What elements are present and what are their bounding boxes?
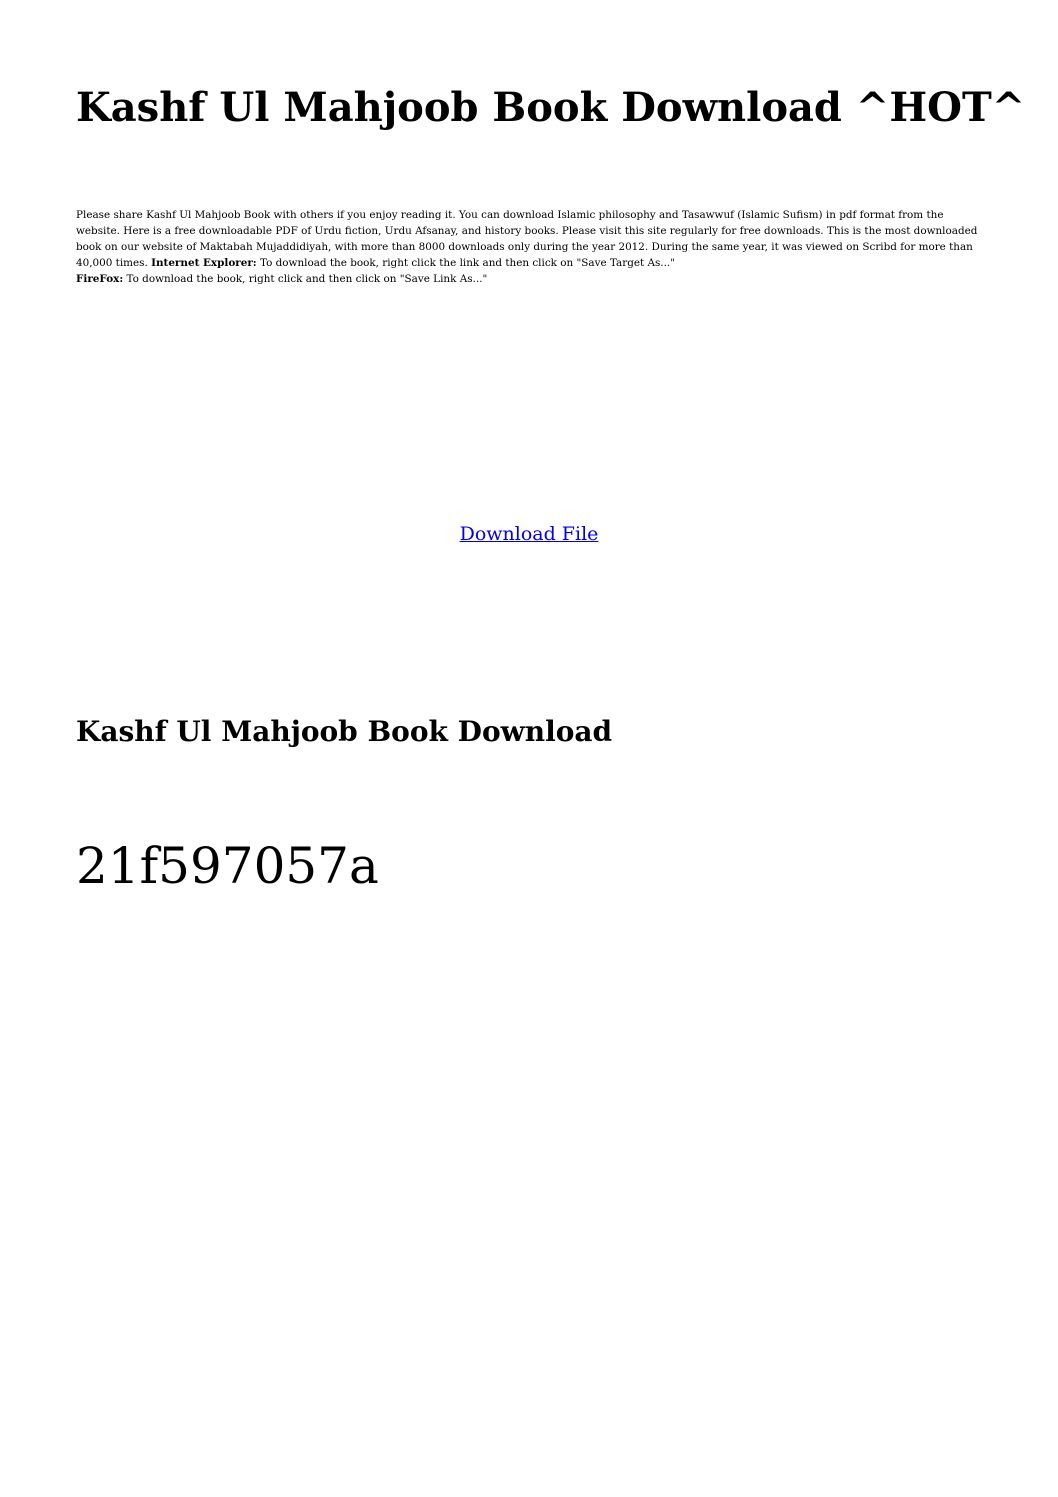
firefox-instruction: To download the book, right click and then click on "Save Link As..."	[126, 273, 488, 285]
internet-explorer-label: Internet Explorer:	[151, 257, 257, 269]
intro-paragraph	[76, 207, 982, 287]
section-title: Kashf Ul Mahjoob Book Download	[76, 715, 613, 748]
firefox-label: FireFox:	[76, 273, 124, 285]
download-file-link[interactable]: Download File	[459, 523, 599, 545]
hash-code: 21f597057a	[76, 837, 379, 895]
download-link-container	[0, 521, 1058, 547]
intro-text: Please share Kashf Ul Mahjoob Book with others if you enjoy reading it. You can download Islamic philosophy and Tasawwuf (Islamic Sufism) in pdf format from the website. Here is a free downloadable PDF of Urdu fiction, Urdu Afsanay, and history books. Please visit this site regularly for free downloads. This is the most downloaded book on our website of Maktabah Mujaddidiyah, with more than 8000 downloads only during the year 2012. During the same year, it was viewed on Scribd for more than 40,000 times.	[76, 209, 978, 269]
internet-explorer-instruction: To download the book, right click the link and then click on "Save Target As..."	[259, 257, 675, 269]
page-title: Kashf Ul Mahjoob Book Download ^HOT^	[76, 84, 1026, 131]
